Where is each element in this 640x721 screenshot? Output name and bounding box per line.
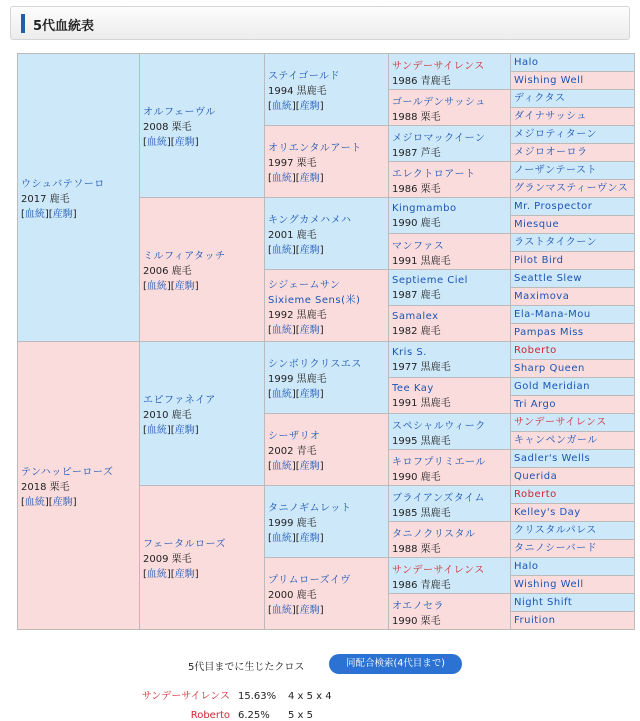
- horse-name[interactable]: ディクタス: [514, 93, 566, 104]
- horse-name[interactable]: Pampas Miss: [514, 327, 584, 338]
- header-accent-bar: [21, 14, 25, 33]
- horse-detail: 2002 青毛: [268, 446, 317, 457]
- pedigree-cell-gen3: [265, 198, 389, 270]
- horse-links: [血統][産駒]: [268, 605, 324, 616]
- pedigree-link[interactable]: 血統: [271, 245, 292, 256]
- horse-name[interactable]: ダイナサッシュ: [514, 111, 587, 122]
- horse-name[interactable]: Sharp Queen: [514, 363, 585, 374]
- pedigree-table: [17, 53, 635, 630]
- horse-name[interactable]: キャンペンガール: [514, 435, 598, 446]
- horse-name[interactable]: マンファス: [392, 240, 445, 252]
- horse-name[interactable]: ミルフィアタッチ: [143, 251, 226, 262]
- horse-name[interactable]: Roberto: [514, 345, 557, 356]
- horse-name[interactable]: プリムローズイヴ: [268, 575, 351, 586]
- horse-detail: 1987 鹿毛: [392, 289, 441, 301]
- horse-links: [血統][産駒]: [143, 569, 199, 580]
- pedigree-cell-gen5: [511, 324, 635, 342]
- pedigree-cell-gen4: [389, 558, 511, 594]
- horse-detail: 1992 黒鹿毛: [268, 309, 327, 321]
- horse-links: [血統][産駒]: [21, 209, 77, 220]
- cross-percentage: 6.25%: [238, 710, 270, 721]
- horse-links: [血統][産駒]: [143, 281, 199, 292]
- pedigree-cell-gen5: [511, 450, 635, 468]
- pedigree-cell-gen4: [389, 378, 511, 414]
- horse-name[interactable]: メジロティターン: [514, 129, 597, 140]
- horse-detail: 2008 栗毛: [143, 122, 192, 133]
- horse-name[interactable]: サンデーサイレンス: [392, 564, 485, 576]
- horse-name[interactable]: エピファネイア: [143, 395, 216, 406]
- horse-name[interactable]: Night Shift: [514, 597, 573, 608]
- pedigree-cell-gen4: [389, 342, 511, 378]
- pedigree-cell-gen5: [511, 306, 635, 324]
- horse-detail: 1995 黒鹿毛: [392, 435, 451, 447]
- pedigree-cell-gen5: [511, 54, 635, 72]
- horse-detail: 1991 黒鹿毛: [392, 255, 451, 267]
- pedigree-cell-gen2: [140, 54, 265, 198]
- pedigree-link[interactable]: 血統: [24, 497, 45, 508]
- horse-detail: 2010 鹿毛: [143, 410, 192, 421]
- pedigree-cell-gen4: [389, 270, 511, 306]
- pedigree-link[interactable]: 血統: [146, 569, 167, 580]
- pedigree-cell-gen5: [511, 612, 635, 630]
- pedigree-cell-gen5: [511, 504, 635, 522]
- pedigree-cell-gen5: [511, 360, 635, 378]
- horse-detail: 1988 栗毛: [392, 543, 441, 555]
- horse-name[interactable]: タニノギムレット: [268, 503, 352, 514]
- pedigree-link[interactable]: 血統: [271, 605, 292, 616]
- pedigree-cell-gen3: [265, 126, 389, 198]
- horse-name[interactable]: ノーザンテースト: [514, 165, 597, 176]
- horse-links: [血統][産駒]: [268, 324, 324, 336]
- offspring-link[interactable]: 産駒: [299, 324, 320, 336]
- pedigree-cell-gen4: [389, 594, 511, 630]
- horse-detail: 2000 鹿毛: [268, 590, 317, 601]
- same-breeding-search-button[interactable]: 同配合検索(4代目まで): [329, 654, 462, 674]
- horse-name[interactable]: Fruition: [514, 615, 556, 626]
- pedigree-cell-gen5: [511, 432, 635, 450]
- pedigree-cell-gen5: [511, 540, 635, 558]
- horse-name[interactable]: Seattle Slew: [514, 273, 583, 284]
- horse-name[interactable]: ゴールデンサッシュ: [392, 96, 486, 108]
- horse-detail: 1988 栗毛: [392, 111, 441, 123]
- horse-name[interactable]: シーザリオ: [268, 431, 321, 442]
- cross-row: [90, 710, 313, 721]
- pedigree-cell-gen5: [511, 288, 635, 306]
- horse-links: [血統][産駒]: [268, 173, 324, 184]
- horse-name[interactable]: Kris S.: [392, 346, 427, 358]
- pedigree-cell-gen5: [511, 522, 635, 540]
- offspring-link[interactable]: 産駒: [52, 209, 73, 220]
- horse-name[interactable]: フェータルローズ: [143, 539, 226, 550]
- section-header: [10, 6, 630, 40]
- horse-name[interactable]: オルフェーヴル: [143, 107, 216, 118]
- horse-detail: 1990 栗毛: [392, 615, 441, 627]
- pedigree-link[interactable]: 血統: [271, 324, 292, 336]
- pedigree-row: [18, 342, 635, 360]
- horse-name[interactable]: ブライアンズタイム: [392, 492, 485, 504]
- horse-links: [血統][産駒]: [268, 245, 324, 256]
- horse-detail: 1986 青鹿毛: [392, 579, 451, 591]
- horse-name[interactable]: Halo: [514, 561, 539, 572]
- cross-horse-name[interactable]: Roberto: [190, 710, 230, 721]
- pedigree-cell-gen5: [511, 72, 635, 90]
- offspring-link[interactable]: 産駒: [299, 173, 320, 184]
- offspring-link[interactable]: 産駒: [174, 137, 195, 148]
- horse-detail: 2001 鹿毛: [268, 230, 317, 241]
- page-title: 5代血統表: [33, 19, 95, 34]
- pedigree-cell-gen5: [511, 396, 635, 414]
- horse-detail: 1997 栗毛: [268, 158, 317, 169]
- horse-name[interactable]: Ela-Mana-Mou: [514, 309, 591, 320]
- horse-name[interactable]: Samalex: [392, 310, 439, 322]
- cross-label: 5代目までに生じたクロス: [188, 662, 305, 673]
- pedigree-cell-gen4: [389, 162, 511, 198]
- horse-detail: 1986 栗毛: [392, 183, 441, 195]
- pedigree-link[interactable]: 血統: [271, 533, 292, 544]
- horse-name[interactable]: Kelley's Day: [514, 507, 581, 518]
- pedigree-cell-gen3: [265, 54, 389, 126]
- horse-detail: 1990 鹿毛: [392, 217, 441, 229]
- horse-links: [血統][産駒]: [143, 137, 199, 148]
- pedigree-link[interactable]: 血統: [271, 173, 292, 184]
- horse-links: [血統][産駒]: [268, 461, 324, 472]
- pedigree-cell-gen3: [265, 270, 389, 342]
- pedigree-cell-gen4: [389, 522, 511, 558]
- horse-name[interactable]: オリエンタルアート: [268, 143, 362, 154]
- horse-name[interactable]: Halo: [514, 57, 539, 68]
- horse-detail: 1977 黒鹿毛: [392, 361, 451, 373]
- pedigree-cell-gen5: [511, 378, 635, 396]
- horse-detail: 1985 黒鹿毛: [392, 507, 451, 519]
- pedigree-link[interactable]: 血統: [146, 425, 167, 436]
- pedigree-cell-gen4: [389, 90, 511, 126]
- offspring-link[interactable]: 産駒: [174, 569, 195, 580]
- horse-name-alt[interactable]: Sixieme Sens(米): [268, 294, 361, 306]
- horse-name[interactable]: テンハッピーローズ: [21, 467, 114, 478]
- horse-name[interactable]: タニノシーバード: [514, 543, 598, 554]
- horse-name[interactable]: Sadler's Wells: [514, 453, 591, 464]
- pedigree-cell-gen5: [511, 252, 635, 270]
- pedigree-link[interactable]: 血統: [146, 137, 167, 148]
- pedigree-cell-gen4: [389, 54, 511, 90]
- pedigree-cell-gen5: [511, 144, 635, 162]
- horse-name[interactable]: Tee Kay: [392, 382, 434, 394]
- cross-pattern: 4 x 5 x 4: [288, 691, 332, 702]
- horse-name[interactable]: シジェームサン: [268, 279, 341, 291]
- cross-horse-name[interactable]: サンデーサイレンス: [141, 691, 230, 702]
- horse-detail: 1994 黒鹿毛: [268, 86, 327, 97]
- cross-percentage: 15.63%: [238, 691, 277, 702]
- horse-detail: 1982 鹿毛: [392, 325, 441, 337]
- horse-links: [血統][産駒]: [21, 497, 77, 508]
- offspring-link[interactable]: 産駒: [174, 281, 195, 292]
- horse-name[interactable]: スペシャルウィーク: [392, 420, 486, 432]
- horse-name[interactable]: メジロマックイーン: [392, 132, 486, 144]
- horse-name[interactable]: タニノクリスタル: [392, 528, 476, 540]
- pedigree-cell-gen5: [511, 108, 635, 126]
- horse-name[interactable]: Kingmambo: [392, 202, 457, 214]
- horse-name[interactable]: Mr. Prospector: [514, 201, 593, 212]
- horse-name[interactable]: サンデーサイレンス: [392, 60, 485, 72]
- horse-name[interactable]: Septieme Ciel: [392, 274, 468, 286]
- pedigree-cell-gen5: [511, 216, 635, 234]
- horse-name[interactable]: Roberto: [514, 489, 557, 500]
- horse-name[interactable]: Maximova: [514, 291, 570, 302]
- horse-name[interactable]: オエノセラ: [392, 600, 444, 612]
- horse-detail: 1987 芦毛: [392, 147, 441, 159]
- horse-links: [血統][産駒]: [268, 101, 324, 112]
- horse-name[interactable]: クリスタルパレス: [514, 525, 597, 536]
- pedigree-cell-gen3: [265, 342, 389, 414]
- offspring-link[interactable]: 産駒: [299, 245, 320, 256]
- pedigree-cell-gen5: [511, 198, 635, 216]
- pedigree-cell-gen3: [265, 558, 389, 630]
- horse-detail: 2018 栗毛: [21, 482, 70, 493]
- horse-detail: 2009 栗毛: [143, 554, 192, 565]
- pedigree-cell-gen5: [511, 468, 635, 486]
- horse-name[interactable]: エレクトロアート: [392, 168, 476, 180]
- offspring-link[interactable]: 産駒: [299, 533, 320, 544]
- horse-links: [血統][産駒]: [268, 533, 324, 544]
- horse-name[interactable]: Wishing Well: [514, 75, 584, 86]
- offspring-link[interactable]: 産駒: [299, 461, 320, 472]
- horse-name[interactable]: Querida: [514, 471, 558, 482]
- horse-name[interactable]: Pilot Bird: [514, 255, 564, 266]
- pedigree-cell-gen3: [265, 486, 389, 558]
- pedigree-cell-gen5: [511, 90, 635, 108]
- pedigree-link[interactable]: 血統: [24, 209, 45, 220]
- horse-detail: 1999 鹿毛: [268, 518, 317, 529]
- pedigree-link[interactable]: 血統: [271, 461, 292, 472]
- horse-name[interactable]: シンボリクリスエス: [268, 359, 362, 370]
- pedigree-cell-gen2: [140, 198, 265, 342]
- horse-name[interactable]: Gold Meridian: [514, 381, 590, 392]
- pedigree-cell-gen5: [511, 486, 635, 504]
- horse-name[interactable]: キロフプリミエール: [392, 456, 486, 468]
- horse-name[interactable]: ウシュバテソーロ: [21, 179, 105, 190]
- pedigree-cell-gen4: [389, 198, 511, 234]
- offspring-link[interactable]: 産駒: [299, 389, 320, 400]
- horse-detail: 2017 鹿毛: [21, 194, 70, 205]
- pedigree-cell-gen5: [511, 342, 635, 360]
- horse-name[interactable]: メジロオーロラ: [514, 147, 588, 158]
- offspring-link[interactable]: 産駒: [174, 425, 195, 436]
- pedigree-cell-gen5: [511, 558, 635, 576]
- horse-name[interactable]: Tri Argo: [514, 399, 556, 410]
- pedigree-link[interactable]: 血統: [271, 101, 292, 112]
- horse-name[interactable]: Miesque: [514, 219, 560, 230]
- pedigree-cell-gen2: [140, 342, 265, 486]
- pedigree-link[interactable]: 血統: [271, 389, 292, 400]
- pedigree-cell-gen1: [18, 342, 140, 630]
- horse-detail: 1991 黒鹿毛: [392, 397, 451, 409]
- pedigree-cell-gen4: [389, 234, 511, 270]
- offspring-link[interactable]: 産駒: [52, 497, 73, 508]
- horse-name[interactable]: グランマスティーヴンス: [514, 182, 629, 194]
- horse-detail: 1990 鹿毛: [392, 471, 441, 483]
- horse-name[interactable]: ステイゴールド: [268, 71, 340, 82]
- pedigree-cell-gen5: [511, 576, 635, 594]
- pedigree-cell-gen5: [511, 594, 635, 612]
- pedigree-cell-gen3: [265, 414, 389, 486]
- pedigree-link[interactable]: 血統: [146, 281, 167, 292]
- pedigree-cell-gen5: [511, 126, 635, 144]
- horse-name[interactable]: Wishing Well: [514, 579, 584, 590]
- horse-name[interactable]: サンデーサイレンス: [514, 417, 607, 428]
- horse-name[interactable]: キングカメハメハ: [268, 215, 352, 226]
- pedigree-cell-gen5: [511, 180, 635, 198]
- pedigree-cell-gen5: [511, 234, 635, 252]
- pedigree-cell-gen5: [511, 270, 635, 288]
- pedigree-cell-gen4: [389, 450, 511, 486]
- horse-detail: 1999 黒鹿毛: [268, 374, 327, 385]
- pedigree-row: [18, 54, 635, 72]
- cross-row: [90, 687, 332, 702]
- pedigree-cell-gen4: [389, 306, 511, 342]
- cross-pattern: 5 x 5: [288, 710, 313, 721]
- horse-links: [血統][産駒]: [143, 425, 199, 436]
- pedigree-cell-gen4: [389, 486, 511, 522]
- horse-detail: 1986 青鹿毛: [392, 75, 451, 87]
- pedigree-cell-gen4: [389, 126, 511, 162]
- horse-links: [血統][産駒]: [268, 389, 324, 400]
- pedigree-cell-gen1: [18, 54, 140, 342]
- pedigree-cell-gen4: [389, 414, 511, 450]
- offspring-link[interactable]: 産駒: [299, 605, 320, 616]
- offspring-link[interactable]: 産駒: [299, 101, 320, 112]
- pedigree-cell-gen5: [511, 162, 635, 180]
- horse-name[interactable]: ラストタイクーン: [514, 237, 598, 248]
- pedigree-cell-gen5: [511, 414, 635, 432]
- horse-detail: 2006 鹿毛: [143, 266, 192, 277]
- pedigree-cell-gen2: [140, 486, 265, 630]
